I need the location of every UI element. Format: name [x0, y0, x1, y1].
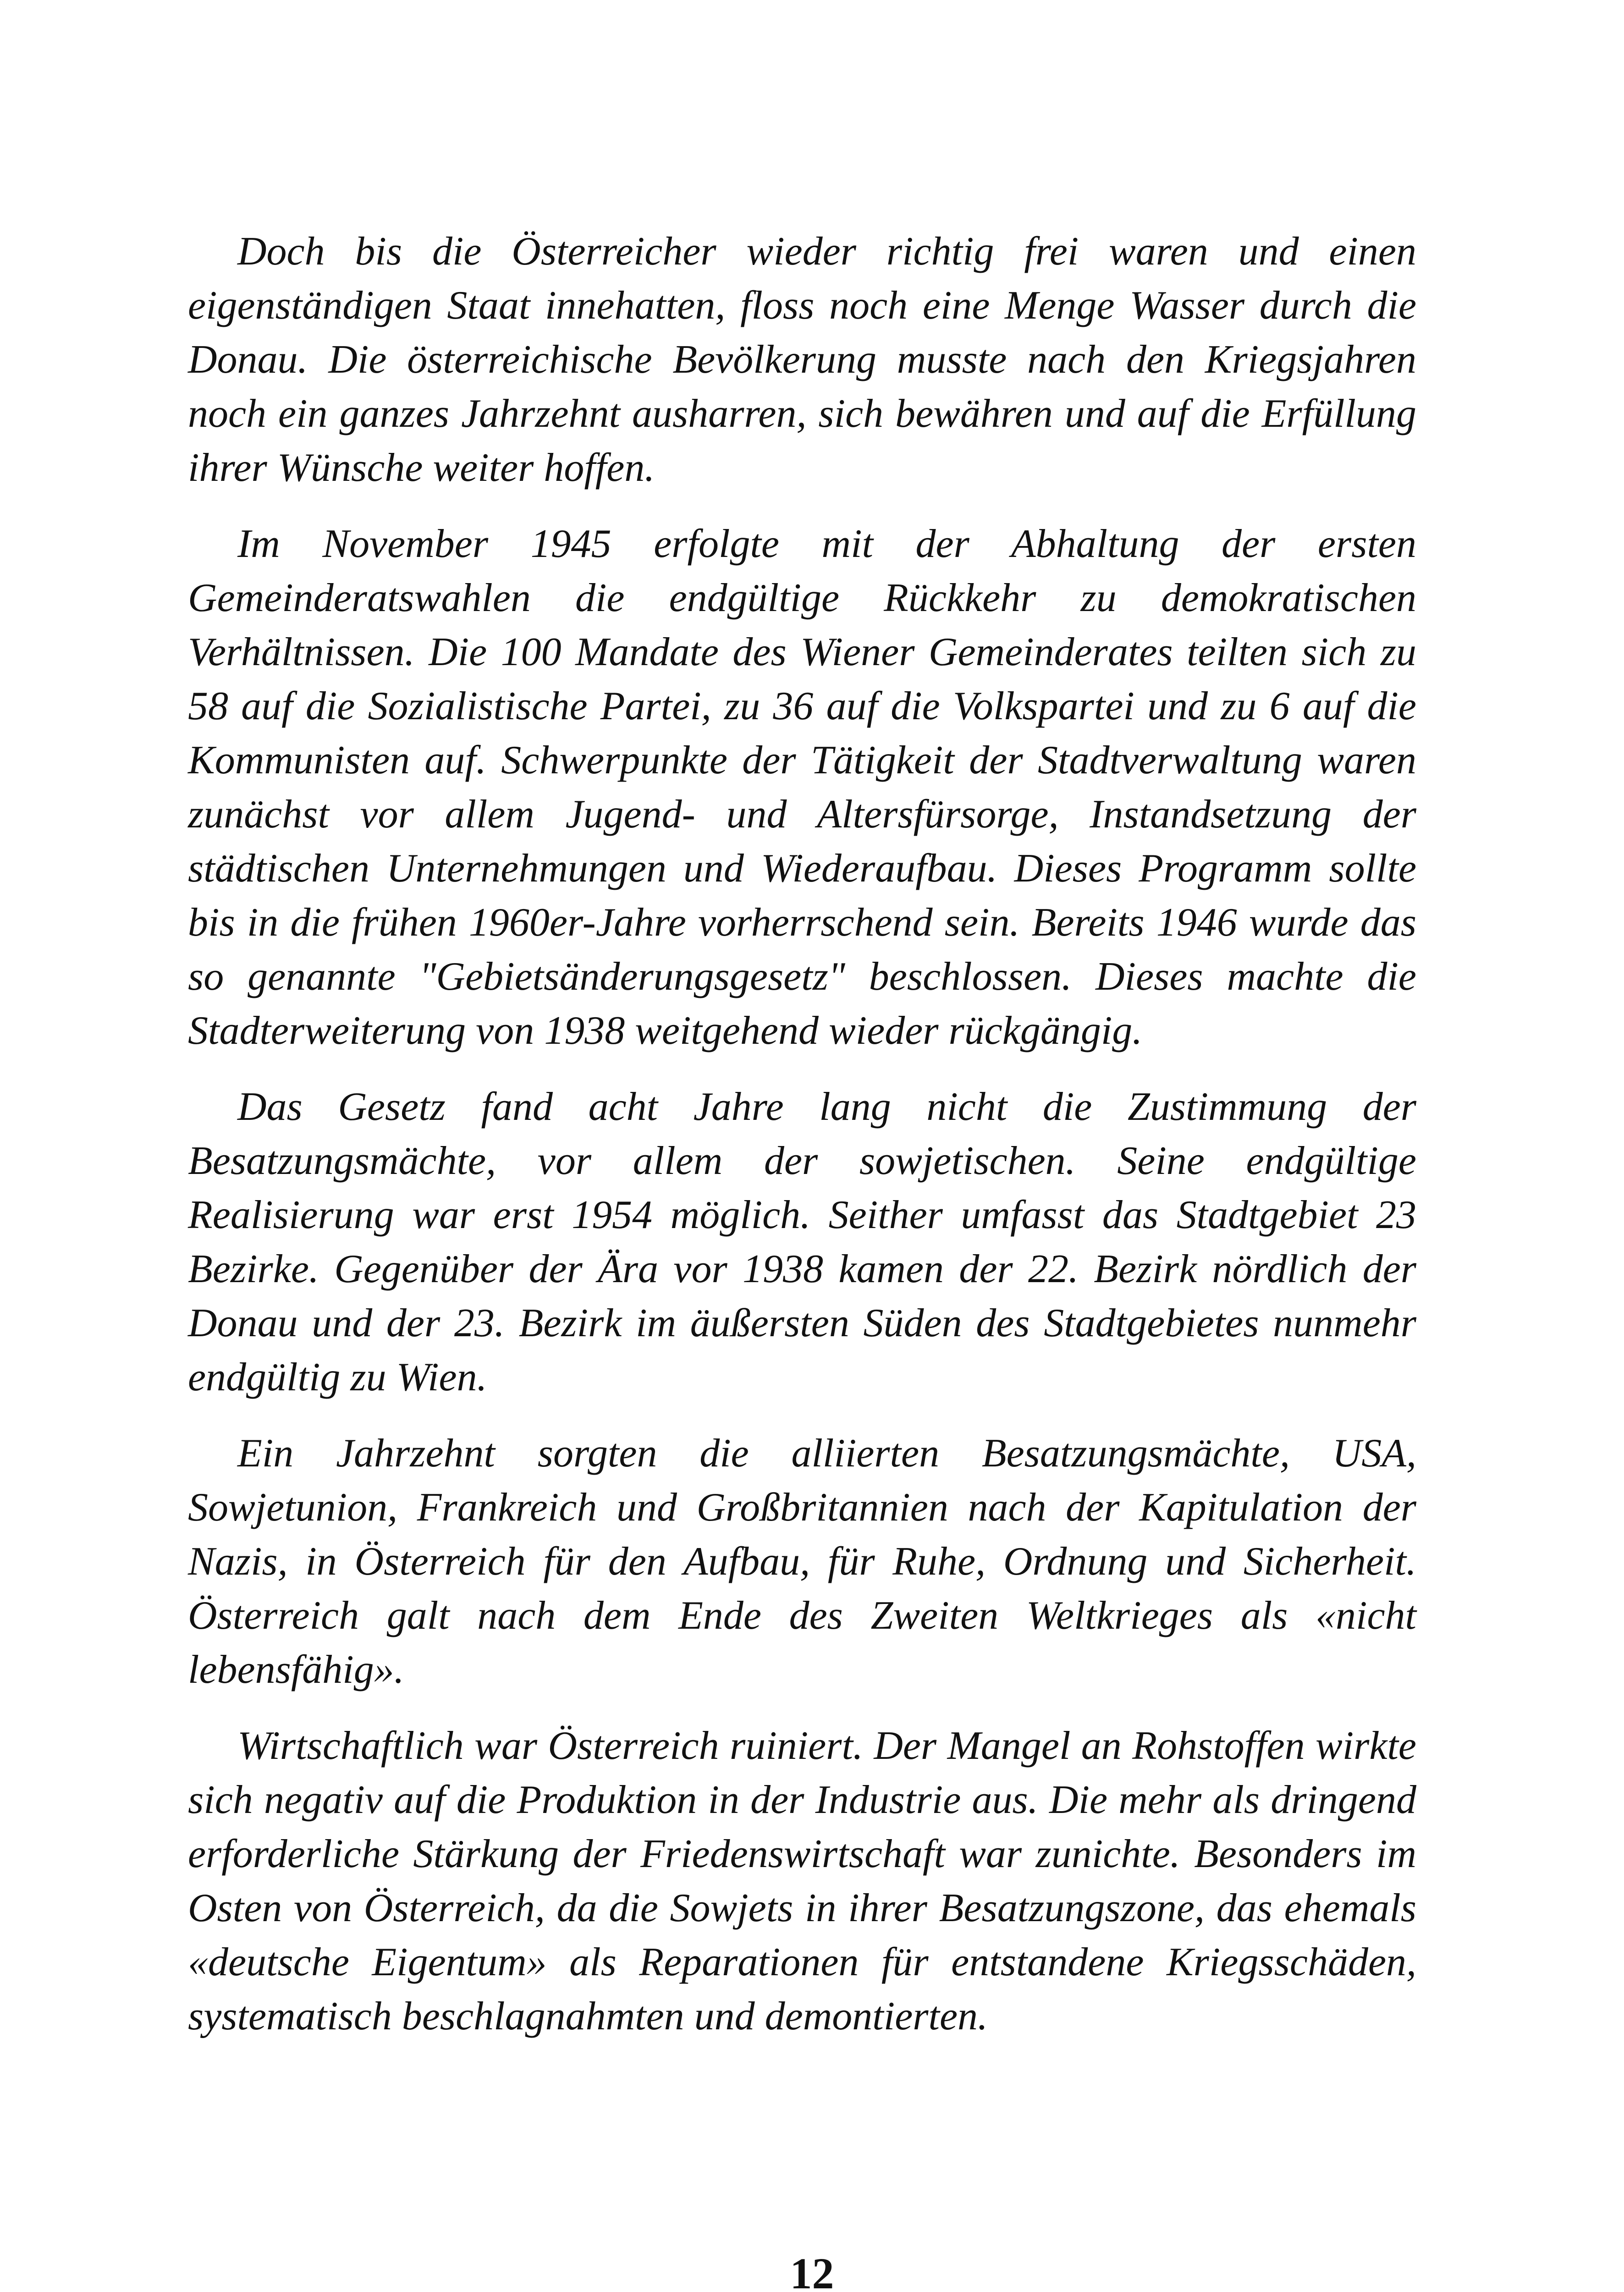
paragraph-1: Doch bis die Österreicher wieder richtig frei waren und einen eigenständigen Staat innehatten, floss noch eine Menge Wasser durch die Donau. Die österreichische Bevölkerung musste nach den Kriegsjahren noch ein ganzes Jahrzehnt ausharren, sich bewähren und auf die Erfüllung ihrer Wünsche weiter hoffen.	[188, 229, 1416, 490]
body-text	[188, 225, 1416, 2066]
paragraph-4: Ein Jahrzehnt sorgten die alliierten Besatzungsmächte, USA, Sowjetunion, Frankreich und Großbritannien nach der Kapitulation der Nazis, in Österreich für den Aufbau, für Ruhe, Ordnung und Sicherheit. Österreich galt nach dem Ende des Zweiten Weltkrieges als «nicht lebensfähig».	[188, 1431, 1416, 1692]
paragraph-3: Das Gesetz fand acht Jahre lang nicht die Zustimmung der Besatzungsmächte, vor allem der sowjetischen. Seine endgültige Realisierung war erst 1954 möglich. Seither umfasst das Stadtgebiet 23 Bezirke. Gegenüber der Ära vor 1938 kamen der 22. Bezirk nördlich der Donau und der 23. Bezirk im äußersten Süden des Stadtgebietes nunmehr endgültig zu Wien.	[188, 1085, 1416, 1399]
page-number: 12	[790, 2249, 834, 2292]
paragraph-2: Im November 1945 erfolgte mit der Abhaltung der ersten Gemeinderatswahlen die endgültige Rückkehr zu demokratischen Verhältnissen. Die 100 Mandate des Wiener Gemeinderates teilten sich zu 58 auf die Sozialistische Partei, zu 36 auf die Volkspartei und zu 6 auf die Kommunisten auf. Schwerpunkte der Tätigkeit der Stadtverwaltung waren zunächst vor allem Jugend- und Altersfürsorge, Instandsetzung der städtischen Unternehmungen und Wiederaufbau. Dieses Programm sollte bis in die frühen 1960er-Jahre vorherrschend sein. Bereits 1946 wurde das so genannte "Gebietsänderungsgesetz" beschlossen. Dieses machte die Stadterweiterung von 1938 weitgehend wieder rückgängig.	[188, 522, 1416, 1053]
paragraph-5: Wirtschaftlich war Österreich ruiniert. Der Mangel an Rohstoffen wirkte sich negativ auf die Produktion in der Industrie aus. Die mehr als dringend erforderliche Stärkung der Friedenswirtschaft war zunichte. Besonders im Osten von Österreich, da die Sowjets in ihrer Besatzungszone, das ehemals «deutsche Eigentum» als Reparationen für entstandene Kriegsschäden, systematisch beschlagnahmten und demontierten.	[188, 1724, 1416, 2039]
